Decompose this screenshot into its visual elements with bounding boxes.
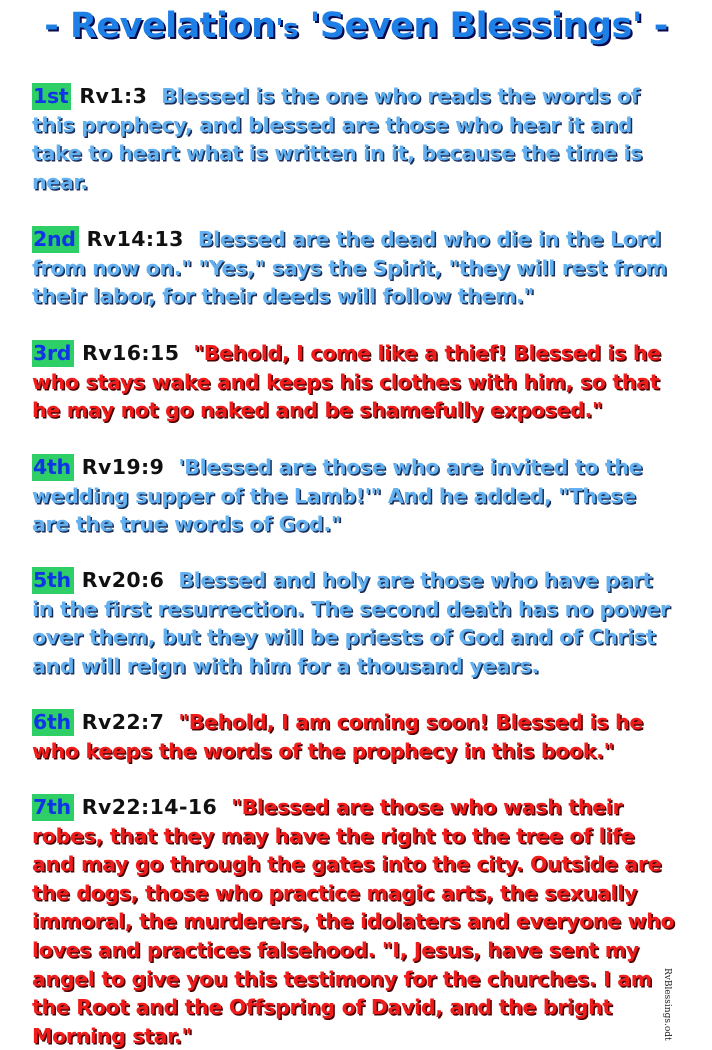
blessing-4 <box>32 453 677 539</box>
verse-reference: Rv20:6 <box>81 568 165 592</box>
blessing-text: Blessed and holy are those who have part in the first resurrection. The second death has no power over them, but they will be priests of God and of Christ and will reign with him for a thousand years. <box>32 568 670 678</box>
blessing-7 <box>32 793 677 1050</box>
verse-reference: Rv14:13 <box>86 227 184 251</box>
verse-reference: Rv1:3 <box>79 84 148 108</box>
page-title <box>0 6 712 46</box>
blessing-text: 'Blessed are those who are invited to the wedding supper of the Lamb!'" And he added, "These are the true words of God." <box>32 455 643 537</box>
blessing-1 <box>32 82 677 196</box>
ordinal-badge: 5th <box>32 567 74 594</box>
verse-reference: Rv16:15 <box>82 341 180 365</box>
ordinal-badge: 7th <box>32 794 74 821</box>
ordinal-badge: 4th <box>32 454 74 481</box>
blessing-text: Blessed is the one who reads the words of this prophecy, and blessed are those who hear it and take to heart what is written in it, because the time is near. <box>32 84 643 194</box>
ordinal-badge: 3rd <box>32 340 74 367</box>
file-name-label: RvBlessings.odt <box>662 968 672 1041</box>
blessing-text: Blessed are the dead who die in the Lord from now on." "Yes," says the Spirit, "they will rest from their labor, for their deeds will follow them." <box>32 227 667 309</box>
ordinal-badge: 2nd <box>32 226 79 253</box>
blessing-text: "Behold, I come like a thief! Blessed is he who stays wake and keeps his clothes with him, so that he may not go naked and be shamefully exposed." <box>32 341 661 423</box>
blessing-text: "Behold, I am coming soon! Blessed is he who keeps the words of the prophecy in this book." <box>32 710 643 763</box>
blessing-5 <box>32 566 677 680</box>
blessing-2 <box>32 225 677 311</box>
ordinal-badge: 6th <box>32 709 74 736</box>
verse-reference: Rv22:7 <box>81 710 165 734</box>
ordinal-badge: 1st <box>32 83 71 110</box>
verse-reference: Rv19:9 <box>81 455 165 479</box>
blessing-3 <box>32 339 677 425</box>
blessing-text: "Blessed are those who wash their robes, that they may have the right to the tree of life and may go through the gates into the city. Outside are the dogs, those who practice magic arts, the sexually immoral, the murderers, the idolaters and everyone who loves and practices falsehood. "I, Jesus, have sent my angel to give you this testimony for the churches. I am the Root and the Offspring of David, and the bright Morning star." <box>32 795 675 1048</box>
verse-reference: Rv22:14-16 <box>81 795 218 819</box>
title-lead: - Revelation <box>44 6 276 46</box>
title-tail: 'Seven Blessings' - <box>297 6 668 46</box>
title-apostrophe-s: 's <box>275 14 298 44</box>
blessing-6 <box>32 708 677 765</box>
